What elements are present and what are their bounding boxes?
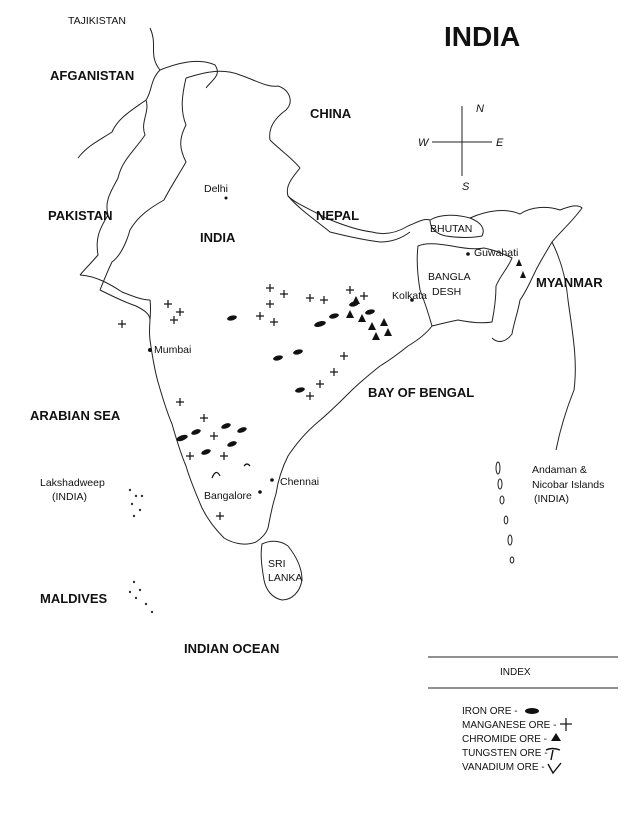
label-pakistan: PAKISTAN [48, 208, 113, 223]
chromide-ore-icon [516, 259, 522, 266]
tungsten-ore-icon [546, 749, 560, 761]
manganese-ore-icon [270, 318, 278, 326]
label-arabian-sea: ARABIAN SEA [30, 408, 121, 423]
label-indian-ocean: INDIAN OCEAN [184, 641, 280, 656]
label-nepal: NEPAL [316, 208, 360, 223]
label-bangalore: Bangalore [204, 490, 252, 502]
manganese-ore-icon [176, 308, 184, 316]
chromide-ore-icon [346, 310, 354, 318]
label-sri-lanka-line2: LANKA [268, 572, 303, 584]
iron-ore-icon [314, 320, 327, 328]
manganese-ore-icon [320, 296, 328, 304]
label-bangladesh-line2: DESH [432, 286, 462, 298]
manganese-ore-icon [266, 284, 274, 292]
chromide-ore-icon [380, 318, 388, 326]
manganese-ore-icon [176, 398, 184, 406]
iron-ore-icon [329, 312, 340, 319]
manganese-ore-icon [186, 452, 194, 460]
index-item-iron: IRON ORE - [462, 706, 518, 717]
iron-ore-icon [293, 348, 304, 355]
label-sri-lanka-line1: SRI [268, 558, 286, 570]
chromide-ore-icon [384, 328, 392, 336]
label-guwahati: Guwahati [474, 247, 519, 259]
label-andaman-line3: (INDIA) [534, 493, 569, 505]
chromide-ore-icon [352, 296, 360, 304]
manganese-ore-icon [216, 512, 224, 520]
vanadium-ore-icon [548, 763, 561, 773]
manganese-ore-icon [330, 368, 338, 376]
iron-ore-icon [365, 308, 376, 315]
chromide-ore-icon [551, 733, 561, 741]
manganese-ore-icon [340, 352, 348, 360]
compass-rose [432, 106, 492, 176]
index-item-manganese: MANGANESE ORE - [462, 720, 557, 731]
iron-ore-icon [236, 426, 247, 434]
manganese-ore-icon [170, 316, 178, 324]
chromide-ore-icon [368, 322, 376, 330]
manganese-ore-icon [280, 290, 288, 298]
chromide-ore-icon [372, 332, 380, 340]
tungsten-ore-deposits [212, 464, 250, 478]
label-afganistan: AFGANISTAN [50, 68, 135, 83]
label-lakshadweep-line2: (INDIA) [52, 491, 87, 503]
label-andaman-line1: Andaman & [532, 464, 587, 476]
iron-ore-icon [226, 440, 237, 448]
compass-west: W [418, 137, 429, 149]
manganese-ore-icon [118, 320, 126, 328]
chromide-ore-icon [358, 314, 366, 322]
iron-ore-icon [295, 386, 306, 393]
tungsten-ore-icon [212, 472, 220, 478]
label-andaman-line2: Nicobar Islands [532, 479, 605, 491]
iron-ore-icon [190, 428, 201, 436]
label-chennai: Chennai [280, 476, 320, 488]
tungsten-ore-icon [244, 464, 250, 466]
index-heading: INDEX [500, 667, 531, 678]
manganese-ore-icon [164, 300, 172, 308]
index-item-vanadium: VANADIUM ORE - [462, 762, 545, 773]
chromide-ore-icon [520, 271, 526, 278]
iron-ore-icon [525, 708, 539, 714]
manganese-ore-icon [210, 432, 218, 440]
manganese-ore-icon [256, 312, 264, 320]
label-delhi: Delhi [204, 183, 228, 195]
label-tajikistan: TAJIKISTAN [68, 15, 126, 27]
iron-ore-icon [273, 354, 284, 361]
iron-ore-deposits [175, 300, 375, 456]
manganese-ore-icon [560, 718, 572, 731]
index-item-tungsten: TUNGSTEN ORE - [462, 748, 548, 759]
label-bay-of-bengal: BAY OF BENGAL [368, 385, 475, 400]
compass-south: S [462, 181, 470, 193]
manganese-ore-icon [360, 292, 368, 300]
manganese-ore-icon [220, 452, 228, 460]
index-item-chromide: CHROMIDE ORE - [462, 734, 547, 745]
iron-ore-icon [227, 314, 238, 321]
manganese-ore-icon [306, 294, 314, 302]
label-india: INDIA [200, 230, 236, 245]
compass-north: N [476, 103, 484, 115]
manganese-ore-icon [266, 300, 274, 308]
manganese-ore-deposits [118, 284, 368, 520]
manganese-ore-icon [346, 286, 354, 294]
iron-ore-icon [200, 448, 211, 456]
iron-ore-icon [220, 422, 231, 430]
map-index [428, 657, 618, 773]
manganese-ore-icon [306, 392, 314, 400]
map-title: INDIA [444, 21, 521, 52]
manganese-ore-icon [316, 380, 324, 388]
label-kolkata: Kolkata [392, 290, 428, 302]
maldives-islands [129, 581, 153, 613]
label-maldives: MALDIVES [40, 591, 108, 606]
label-lakshadweep-line1: Lakshadweep [40, 477, 105, 489]
label-china: CHINA [310, 106, 352, 121]
compass-east: E [496, 137, 504, 149]
label-mumbai: Mumbai [154, 344, 192, 356]
label-bhutan: BHUTAN [430, 223, 473, 235]
lakshadweep-islands [129, 489, 143, 517]
label-myanmar: MYANMAR [536, 275, 603, 290]
andaman-nicobar-islands [496, 462, 514, 563]
manganese-ore-icon [200, 414, 208, 422]
city-dots [148, 197, 473, 494]
label-bangladesh-line1: BANGLA [428, 271, 471, 283]
